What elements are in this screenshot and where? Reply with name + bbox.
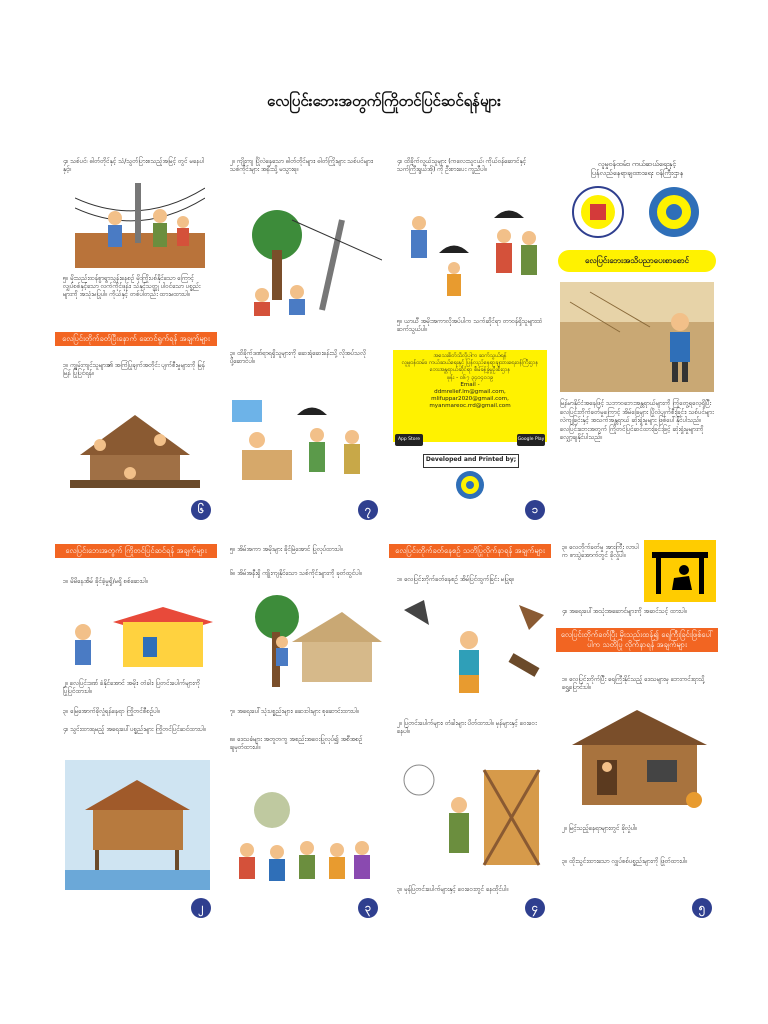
shelter-under-table-icon [644,540,716,602]
panel-1-text-1: ၄။ ထိခိုက်လွယ်သူများ (ကလေးသူငယ်၊ ကိုယ်ဝန်ဆောင်နှင့် သက်ကြီးရွယ်အို) ကို ဦးစားပေး ကူညီပါ။ [397,158,527,173]
panel-3-text-1: ၅။ အိမ်အကာ အမိုးများ ခိုင်မြဲအောင် ပြုလုပ်ထားပါ။ [230,546,343,553]
panel-1-text-2: ၅။ ယာယီ အမိုးအကာလိုအပ်ပါက သက်ဆိုင်ရာ တာဝန်ရှိသူများထံ ဆက်သွယ်ပါ။ [397,318,543,333]
child-in-storm-illustration [560,282,714,392]
awareness-leaflet-badge: လေပြင်းဘေးအသိပညာပေးစာစောင် [558,250,716,272]
after-storm-flood-banner: လေပြင်းတိုက်ခတ်ပြီး မိုးသည်းထန်၍ ရေကြီးခြင်းဖြစ်ပေါ်ပါက သတိပြု လိုက်နာရန် အချက်များ [556,628,718,652]
trimming-tree-illustration [232,592,382,692]
contact-info-box [393,350,547,442]
fallen-tree-pole-illustration [232,200,382,320]
contact-email-2[interactable]: mlifuppar2020@gmail.com, [431,396,509,403]
panel-2-text-4: ၄။ သွင်းထားရမည့် အရေးပေါ်ပစ္စည်းများ ကြိုတင်ပြင်ဆင်ထားပါ။ [63,726,206,733]
contact-email-3[interactable]: myanmareoc.rrd@gmail.com [429,403,511,410]
page-number-6: ၆ [191,500,211,520]
contact-org: လူမှုဝန်ထမ်း၊ ကယ်ဆယ်ရေးနှင့် ပြန်လည်နေရာချထားရေးဝန်ကြီးဌာန [401,360,539,367]
panel-3-text-2: ၆။ အိမ်အနီးရှိ ကျိုးကျနိုင်သော သစ်ကိုင်းများကို ခုတ်ထွင်ပါ။ [230,570,362,577]
panel-5-text-5: ၃။ ထိုးသွင်းထားသော လျှပ်စစ်ပစ္စည်းများကို ဖြုတ်ထားပါ။ [562,858,688,865]
panel-7 [222,150,384,522]
panel-4 [389,540,551,920]
ministry-seal-icon [572,186,624,238]
community-meeting-illustration [227,790,377,890]
panel-6 [55,150,217,522]
panel-6-text-3: ၁။ ကျွမ်းကျင်သူများ၏ အကြံပြုချက်အတိုင်း ပျက်စီးမှုများကို မြန်မြန် ပြုပြင်ရန်။ [63,362,206,377]
panel-5-text-3: ၁။ လေပြင်းတိုက်ပြီး ရေကြီးနိုင်သည့် ဒေသများမှ ဘေးကင်းရာသို့ ရွှေ့ပြောင်းပါ။ [562,676,705,691]
page-number-4: ၄ [525,898,545,918]
after-storm-banner: လေပြင်းတိုက်ခတ်ပြီးနောက် ဆောင်ရွက်ရန် အချက်များ [55,332,217,346]
panel-3-text-3: ၇။ အရေးပေါ်သုံးပစ္စည်းများ၊ ဆေးဝါးများ စုဆောင်းထားပါ။ [230,708,359,715]
panel-3 [222,540,384,920]
panel-2-text-1: ၁။ မိမိနေအိမ် ခိုင်ခံ့မှုရှိ/မရှိ စစ်ဆေးပါ။ [63,578,148,585]
during-storm-banner: လေပြင်းတိုက်ခတ်နေစဉ် သတိပြုလိုက်နာရန် အချက်များ [389,544,551,558]
panel-3-text-4: ၈။ ဒေသခံများ အတူတကွ အစည်းအဝေးပြုလုပ်၍ အစီအစဉ်ချမှတ်ထားပါ။ [230,736,363,751]
contact-title: အသေးစိတ်သိလိုပါက ဆက်သွယ်ရန် [433,353,507,359]
flying-debris-illustration [399,600,549,710]
developed-by-label: Developed and Printed by; [423,454,519,468]
panel-5-text-1: ၃။ လေတိုက်ခတ်မှု အားကြီး လာပါက စားပွဲအောက်တွင် ခိုလှုံပါ။ [562,544,639,559]
preparation-banner: လေပြင်းဘေးအတွက် ကြိုတင်ပြင်ဆင်ရန် အချက်များ [55,544,217,558]
cover-org-line-1: လူမှုဝန်ထမ်း၊ ကယ်ဆယ်ရေးနှင့် [597,160,677,168]
people-under-wires-illustration [75,178,205,268]
flooded-house-illustration [562,705,712,815]
panel-7-text-1: ၂။ ကျိုးကျ ပြိုလဲနေသော ဓါတ်တိုင်များ၊ ဓါတ်ကြိုးများ သစ်ပင်များ၊ သစ်ကိုင်းများ အနီးသို့ မသွားရ။ [230,158,374,173]
page-number-5: ၅ [692,898,712,918]
closing-window-illustration [399,760,549,880]
house-on-stilts-illustration [65,760,210,890]
panel-2-text-2: ၂။ လေပြင်းဒဏ် ခံနိုင်အောင် အမိုး၊ တံခါး၊ ပြတင်းပေါက်များကို ပြုပြင်ထားပါ။ [63,680,201,695]
panel-5-text-4: ၂။ မြင့်သည့်နေရာများတွင် ခိုလှုံပါ။ [562,825,638,832]
panel-4-text-2: ၂။ ပြတင်းပေါက်များ၊ တံခါးများ ပိတ်ထားပါ။ မှန်များနှင့် ဝေးဝေးနေပါ။ [397,720,537,735]
panel-5 [556,540,718,920]
contact-dept: ဘေးအန္တရာယ်ဆိုင်ရာ စီမံခန့်ခွဲမှုဦးစီးဌာန [429,367,511,374]
contact-phone: ဖုန်း - ၀၆၇ ၃၄၀၄၀၁၉ [446,374,494,381]
app-store-badge[interactable]: App Store [395,434,423,446]
cover-org-line-2: ပြန်လည်နေရာချထားရေး ဝန်ကြီးဌာန [590,169,684,177]
panel-4-text-1: ၁။ လေပြင်းတိုက်ခတ်နေစဉ် အိမ်ပြင်ထွက်ခြင်း မပြုရ။ [397,576,515,583]
panel-4-text-3: ၃။ မှန်ပြတင်းပေါက်များနှင့် ဝေးဝေးတွင် နေထိုင်ပါ။ [397,886,509,893]
panel-7-text-2: ၃။ ထိခိုက်ဒဏ်ရာရရှိသူများကို ဆေးရုံဆေးခန်းသို့ လိုအပ်သလို ပို့ဆောင်ပါ။ [230,350,367,365]
cover-intro-text: မြန်မာနိုင်ငံအနေဖြင့် သဘာဝဘေးအန္တရာယ်များကို ကြုံတွေ့ရလေ့ရှိပြီး လေပြင်းတိုက်ခတ်မှုကြောင့် အိမ်ခြေများ ပြိုလဲပျက်စီးခြင်း၊ သစ်ပင်များ လဲကျခြင်းနှင့် အသက်အန္တရာယ် ဆုံးရှုံးမှုများ ဖြစ်ပေါ်နိုင်ပါသည်။ လေပြင်းဘေးအတွက် ကြိုတင်ပြင်ဆင်ထားခြင်းဖြင့် ဆုံးရှုံးမှုများကို လျှော့ချနိုင်ပါသည်။ [560,400,714,442]
google-play-badge[interactable]: Google Play [517,434,545,446]
panel-2 [55,540,217,920]
panel-1 [389,150,551,522]
page-number-1: ၁ [525,500,545,520]
clinic-illustration [227,395,377,495]
rebuilding-house-illustration [60,385,210,495]
panel-6-text-1: ၄။ သစ်ပင်၊ ဓါတ်တိုင်နှင့် သံ/သွတ်ပြားစသည့်အမြင့် တွင် မနေပါနှင့်။ [63,158,205,173]
house-inspection-illustration [63,602,213,672]
page-number-7: ၇ [358,500,378,520]
contact-email-1[interactable]: ddmrelief.lm@gmail.com, [434,389,506,396]
umbrella-family-illustration [399,198,549,303]
panel-cover [556,150,718,522]
contact-email-label: Email - [460,381,480,388]
panel-5-text-2: ၄။ အရေးပေါ်အသုံးအဆောင်များကို အဆင်သင့် ထားပါ။ [562,608,687,615]
page-number-2: ၂ [191,898,211,918]
page-title: လေပြင်းဘေးအတွက်ကြိုတင်ပြင်ဆင်ရန်များ [267,92,501,110]
page-number-3: ၃ [358,898,378,918]
ministry-logo-icon [455,470,485,500]
panel-6-text-2: ၅။ မိုးသည်းထန်စွာရွာသွန်းနေစဉ် မိုးကြိုးပစ်နိုင်သော ကြောင့် လျှပ်စစ်နှင့်သော လက်ကိုင်ဖုန်း၊ သံနှင့်သတ္တု ပါဝင်သော ပစ္စည်းများကို အသုံးမပြုပါ။ ကိုယ်နှင့် တစ်ပါတည်း ထားမထားပါ။ [63,275,201,298]
panel-2-text-3: ၃။ မြေအောက်ခိုလှုံရန်နေရာ ကြိုတင်စီစဉ်ပါ။ [63,708,160,715]
department-seal-icon [648,186,700,238]
